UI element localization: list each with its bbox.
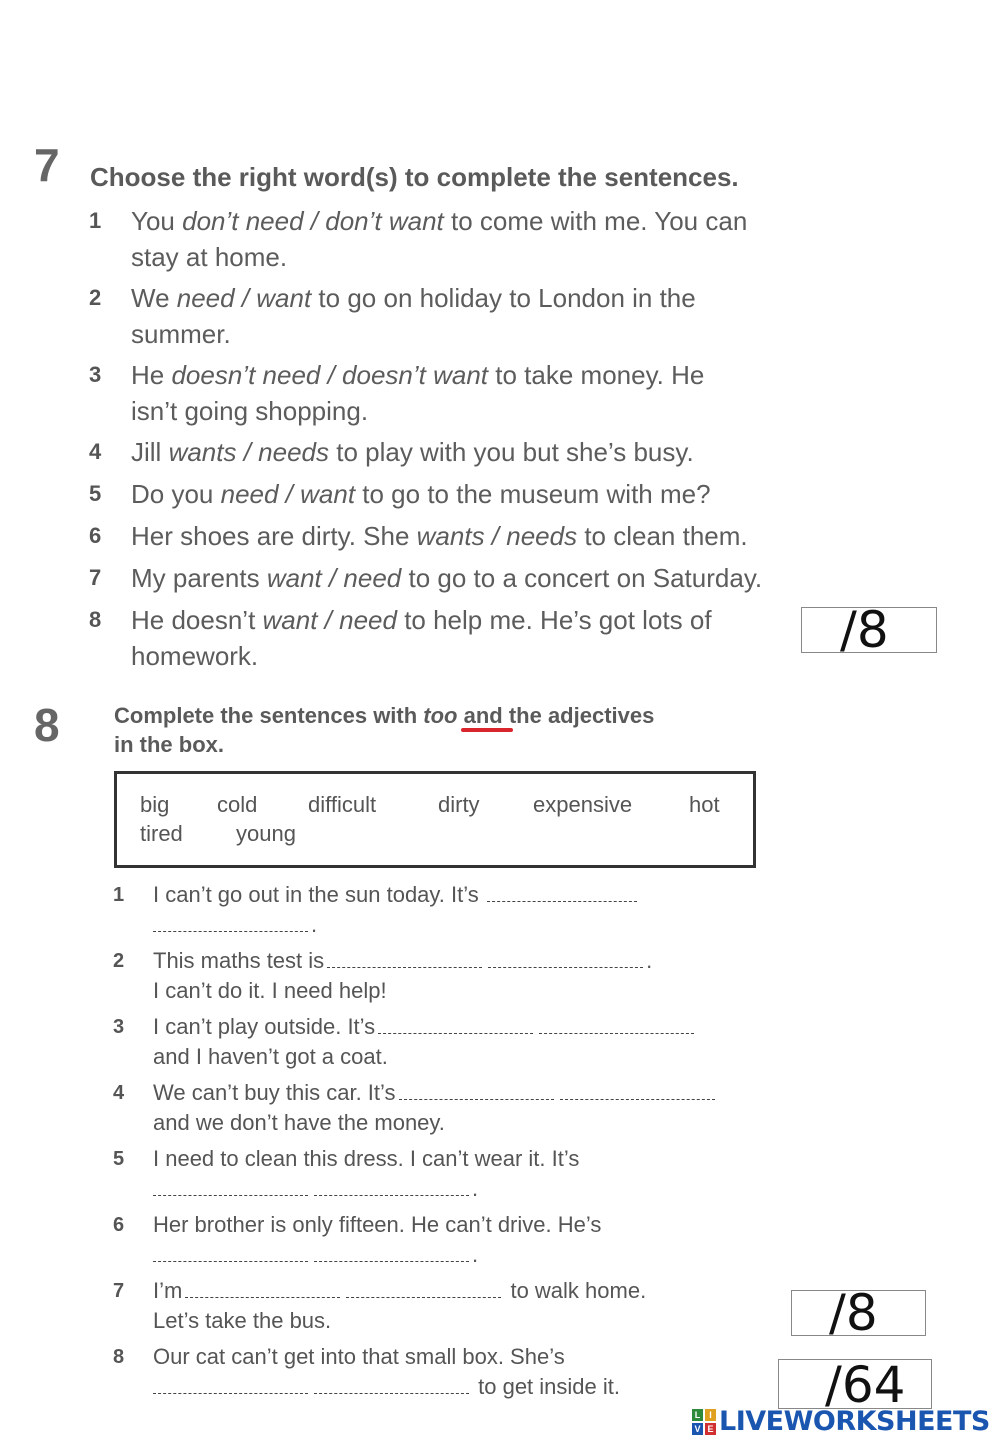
exercise-7-instruction: Choose the right word(s) to complete the sentences. [90, 162, 739, 192]
option-2[interactable]: needs [506, 521, 578, 551]
ex7-item-1 [89, 203, 748, 275]
item-text-end: to get inside it. [478, 1374, 620, 1399]
too-red-underline [461, 728, 513, 732]
logo-grid-icon: L I V E [692, 1409, 716, 1435]
item-end: . [472, 1176, 479, 1201]
option-separator: / [321, 563, 344, 593]
item-text-end: to help me. He’s got lots of [396, 605, 712, 635]
option-1[interactable]: want [266, 563, 322, 593]
item-number: 1 [113, 884, 125, 906]
item-number: 5 [89, 481, 102, 506]
answer-blank[interactable] [153, 1379, 308, 1394]
option-2[interactable]: want [256, 283, 312, 313]
answer-blank[interactable] [378, 1019, 533, 1034]
option-separator: / [234, 283, 257, 313]
item-text-line-2: summer. [131, 319, 231, 349]
option-separator: / [303, 206, 326, 236]
item-text-start: Do you [131, 479, 221, 509]
item-number: 4 [89, 439, 102, 464]
exercise-8-number: 8 [34, 699, 60, 751]
item-number: 6 [89, 523, 102, 548]
answer-blank[interactable] [488, 953, 643, 968]
answer-blank[interactable] [153, 917, 308, 932]
option-1[interactable]: wants [416, 521, 485, 551]
item-number: 5 [113, 1148, 125, 1170]
answer-blank[interactable] [153, 1181, 308, 1196]
liveworksheets-logo [692, 1406, 992, 1438]
ex7-item-5 [89, 476, 711, 512]
answer-blank[interactable] [560, 1085, 715, 1100]
ex7-item-3 [89, 357, 705, 429]
word-expensive: expensive [533, 792, 633, 817]
option-separator: / [278, 479, 301, 509]
option-separator: / [236, 437, 259, 467]
word-box [114, 771, 756, 868]
item-text-line-2: isn’t going shopping. [131, 396, 369, 426]
item-text-line-2: and we don’t have the money. [153, 1110, 445, 1135]
item-number: 3 [113, 1016, 125, 1038]
item-text-end: to go on holiday to London in the [311, 283, 696, 313]
option-2[interactable]: doesn’t want [342, 360, 489, 390]
ex8-item-2 [113, 946, 653, 1006]
answer-blank[interactable] [539, 1019, 694, 1034]
option-separator: / [317, 605, 340, 635]
option-2[interactable]: don’t want [325, 206, 444, 236]
word-big: big [140, 792, 170, 817]
item-number: 6 [113, 1214, 125, 1236]
ex7-item-7 [89, 560, 763, 596]
exercise-8-instruction [114, 701, 654, 759]
item-text-line-2: stay at home. [131, 242, 288, 272]
instruction-line-2: in the box. [114, 732, 224, 757]
answer-blank[interactable] [185, 1283, 340, 1298]
item-text: I can’t play outside. It’s [153, 1014, 376, 1039]
word-difficult: difficult [308, 792, 377, 817]
answer-blank[interactable] [314, 1247, 469, 1262]
item-number: 1 [89, 208, 102, 233]
ex8-item-1 [113, 880, 640, 940]
item-end: . [311, 912, 318, 937]
word-cold: cold [217, 792, 258, 817]
word-dirty: dirty [438, 792, 480, 817]
item-text-start: You [131, 206, 183, 236]
item-number: 7 [113, 1280, 125, 1302]
ex8-item-7 [113, 1276, 647, 1336]
item-text-start: My parents [131, 563, 267, 593]
item-text: We can’t buy this car. It’s [153, 1080, 396, 1105]
answer-blank[interactable] [346, 1283, 501, 1298]
item-text-line-2: I can’t do it. I need help! [153, 978, 387, 1003]
option-separator: / [320, 360, 343, 390]
exercise-8-score: /8 [829, 1284, 878, 1342]
option-1[interactable]: wants [168, 437, 237, 467]
option-2[interactable]: want [300, 479, 356, 509]
item-end: . [646, 948, 653, 973]
answer-blank[interactable] [487, 887, 637, 902]
item-number: 2 [113, 950, 125, 972]
item-number: 8 [113, 1346, 125, 1368]
item-text-end: to go to a concert on Saturday. [401, 563, 763, 593]
ex7-item-6 [89, 518, 748, 554]
item-text-start: He [131, 360, 172, 390]
item-text-line-2: homework. [131, 641, 259, 671]
answer-blank[interactable] [399, 1085, 554, 1100]
item-text-end: to walk home. [510, 1278, 647, 1303]
item-text-start: Her shoes are dirty. She [131, 521, 417, 551]
ex8-item-6 [113, 1210, 602, 1270]
item-number: 3 [89, 362, 102, 387]
item-text-end: to clean them. [577, 521, 748, 551]
item-text-end: to come with me. You can [443, 206, 748, 236]
item-text: I need to clean this dress. I can’t wear it. It’s [153, 1146, 580, 1171]
item-text-line-2: Let’s take the bus. [153, 1308, 332, 1333]
instruction-too: too [423, 703, 458, 728]
ex8-item-4 [113, 1078, 718, 1138]
item-end: . [472, 1242, 479, 1267]
item-text: I’m [153, 1278, 183, 1303]
option-separator: / [484, 521, 507, 551]
ex7-item-2 [89, 280, 696, 352]
option-2[interactable]: needs [258, 437, 329, 467]
item-text-line-2: and I haven’t got a coat. [153, 1044, 388, 1069]
exercise-7-number: 7 [34, 139, 60, 191]
option-1[interactable]: need [176, 283, 235, 313]
word-hot: hot [689, 792, 720, 817]
item-text: This maths test is [153, 948, 325, 973]
answer-blank[interactable] [314, 1181, 469, 1196]
instruction-part-a: Complete the sentences with [114, 703, 424, 728]
item-text: Her brother is only fifteen. He can’t drive. He’s [153, 1212, 602, 1237]
option-1[interactable]: doesn’t need [171, 360, 321, 390]
option-1[interactable]: don’t need [182, 206, 304, 236]
ex8-item-5 [113, 1144, 580, 1204]
item-text-end: to take money. He [488, 360, 705, 390]
brand-name: LIVEWORKSHEETS [719, 1406, 990, 1437]
ex7-item-8 [89, 602, 712, 674]
item-text-start: He doesn’t [131, 605, 263, 635]
item-text-start: Jill [131, 437, 169, 467]
ex7-item-4 [89, 434, 694, 470]
item-text-end: to go to the museum with me? [355, 479, 711, 509]
instruction-part-b: and the adjectives [457, 703, 655, 728]
option-1[interactable]: need [220, 479, 279, 509]
exercise-7-score: /8 [840, 601, 889, 659]
item-text-start: We [131, 283, 177, 313]
item-number: 2 [89, 285, 102, 310]
ex8-item-8 [113, 1342, 620, 1402]
item-text-end: to play with you but she’s busy. [329, 437, 694, 467]
option-2[interactable]: need [339, 605, 397, 635]
answer-blank[interactable] [153, 1247, 308, 1262]
item-number: 7 [89, 565, 102, 590]
word-tired: tired [140, 821, 183, 846]
ex8-item-3 [113, 1012, 697, 1072]
option-2[interactable]: need [343, 563, 402, 593]
word-young: young [236, 821, 296, 846]
item-number: 8 [89, 607, 102, 632]
item-text: I can’t go out in the sun today. It’s [153, 882, 479, 907]
option-1[interactable]: want [262, 605, 318, 635]
answer-blank[interactable] [314, 1379, 469, 1394]
item-text: Our cat can’t get into that small box. She’s [153, 1344, 565, 1369]
answer-blank[interactable] [327, 953, 482, 968]
item-number: 4 [113, 1082, 125, 1104]
total-score: /64 [825, 1356, 906, 1414]
